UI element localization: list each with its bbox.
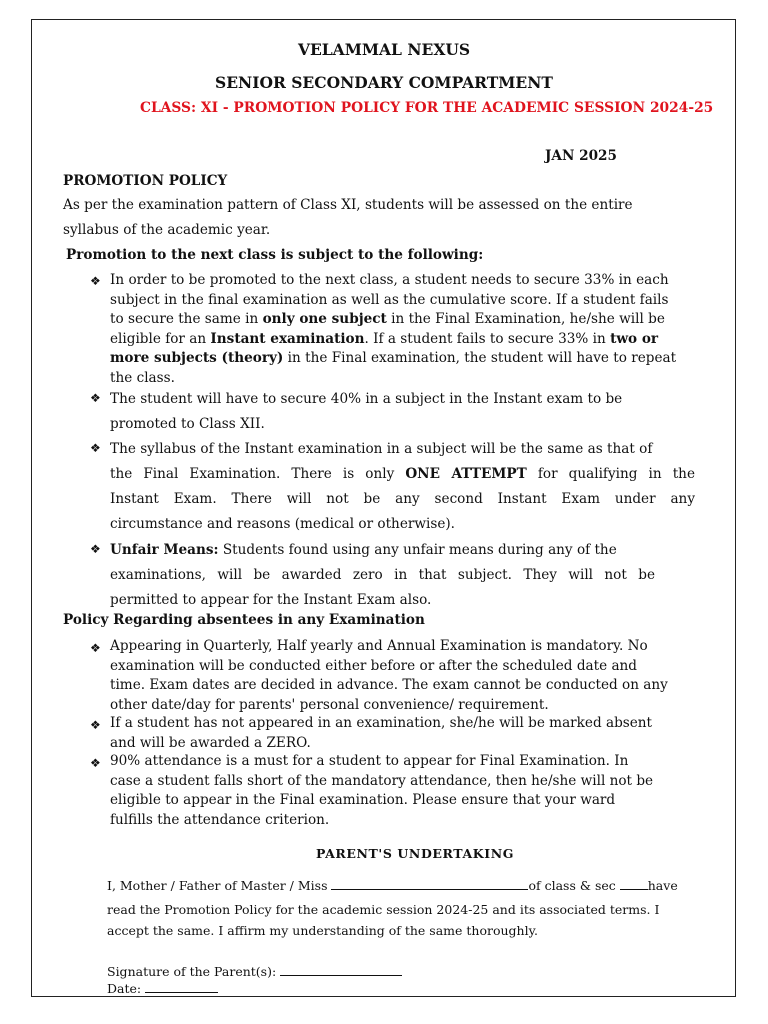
text-line: 90% attendance is a must for a student to appear for Final Examination. In	[110, 753, 629, 769]
absentee-rule-3	[110, 752, 653, 830]
diamond-bullet-icon: ❖	[90, 274, 101, 288]
text-line: examination will be conducted either before or after the scheduled date and	[110, 657, 638, 674]
text-line: time. Exam dates are decided in advance. The exam cannot be conducted on any	[110, 677, 668, 693]
school-name: VELAMMAL NEXUS	[297, 40, 471, 59]
text-line: more subjects (theory) in the Final examination, the student will have to repeat	[110, 350, 677, 366]
promotion-subheading: Promotion to the next class is subject to the following:	[66, 247, 484, 263]
text-line: case a student falls short of the mandatory attendance, then he/she will not be	[110, 772, 654, 789]
text-line: eligible for an Instant examination. If a student fails to secure 33% in two or	[110, 330, 659, 347]
promotion-rule-2	[110, 387, 622, 437]
text-line: the class.	[110, 369, 175, 386]
text-line: The syllabus of the Instant examination in a subject will be the same as that of	[110, 441, 653, 457]
emphasis: more subjects (theory)	[110, 350, 284, 366]
undertaking-line: I, Mother / Father of Master / Miss of class & sec have	[107, 878, 678, 893]
text-line: other date/day for parents' personal convenience/ requirement.	[110, 696, 549, 713]
promotion-rule-1	[110, 271, 710, 388]
emphasis: ONE ATTEMPT	[405, 466, 527, 482]
diamond-bullet-icon: ❖	[90, 391, 101, 405]
student-name-blank[interactable]	[331, 877, 528, 890]
promotion-rule-3	[110, 437, 695, 537]
diamond-bullet-icon: ❖	[90, 641, 101, 655]
absentee-rule-1	[110, 637, 668, 715]
document-date: JAN 2025	[545, 148, 617, 164]
signature-line: Signature of the Parent(s):	[107, 963, 402, 979]
text-line: examinations, will be awarded zero in that subject. They will not be	[110, 567, 655, 583]
text-line: If a student has not appeared in an examination, she/he will be marked absent	[110, 715, 653, 731]
text-line: circumstance and reasons (medical or otherwise).	[110, 516, 455, 532]
text-line: promoted to Class XII.	[110, 416, 265, 432]
text-line: Appearing in Quarterly, Half yearly and Annual Examination is mandatory. No	[110, 638, 648, 654]
absentees-heading: Policy Regarding absentees in any Examination	[63, 612, 425, 628]
diamond-bullet-icon: ❖	[90, 441, 101, 455]
emphasis: only one subject	[262, 311, 387, 327]
text-line: the Final Examination. There is only ONE ATTEMPT for qualifying in the	[110, 466, 695, 482]
undertaking-line: read the Promotion Policy for the academic session 2024-25 and its associated terms. I	[107, 902, 660, 917]
text-line: and will be awarded a ZERO.	[110, 734, 311, 751]
date-line: Date:	[107, 980, 218, 996]
text-line: Unfair Means: Students found using any unfair means during any of the	[110, 542, 617, 558]
text-line: fulfills the attendance criterion.	[110, 811, 330, 828]
text-line: In order to be promoted to the next class, a student needs to secure 33% in each	[110, 272, 669, 288]
text-line: The student will have to secure 40% in a subject in the Instant exam to be	[110, 391, 623, 407]
text-line: eligible to appear in the Final examination. Please ensure that your ward	[110, 792, 616, 808]
diamond-bullet-icon: ❖	[90, 718, 101, 732]
diamond-bullet-icon: ❖	[90, 542, 101, 556]
promotion-rule-4	[110, 538, 655, 613]
class-title: CLASS: XI - PROMOTION POLICY FOR THE ACADEMIC SESSION 2024-25	[140, 100, 714, 116]
intro-line: syllabus of the academic year.	[63, 222, 271, 238]
promotion-heading: PROMOTION POLICY	[63, 173, 228, 189]
text-line: permitted to appear for the Instant Exam also.	[110, 592, 432, 608]
undertaking-heading: PARENT'S UNDERTAKING	[315, 846, 515, 861]
department-title: SENIOR SECONDARY COMPARTMENT	[215, 73, 553, 92]
absentee-rule-2	[110, 714, 652, 753]
emphasis: Instant examination	[210, 330, 365, 347]
text-line: Instant Exam. There will not be any second Instant Exam under any	[110, 491, 695, 507]
date-blank[interactable]	[145, 980, 218, 993]
emphasis: two or	[610, 330, 659, 347]
diamond-bullet-icon: ❖	[90, 756, 101, 770]
emphasis: Unfair Means:	[110, 542, 219, 558]
signature-blank[interactable]	[280, 963, 402, 976]
text-line: to secure the same in only one subject in the Final Examination, he/she will be	[110, 311, 665, 327]
intro-line: As per the examination pattern of Class XI, students will be assessed on the entire	[63, 197, 633, 213]
undertaking-line: accept the same. I affirm my understanding of the same thoroughly.	[107, 923, 538, 938]
text-line: subject in the final examination as well as the cumulative score. If a student fails	[110, 291, 669, 308]
class-section-blank[interactable]	[620, 877, 648, 890]
